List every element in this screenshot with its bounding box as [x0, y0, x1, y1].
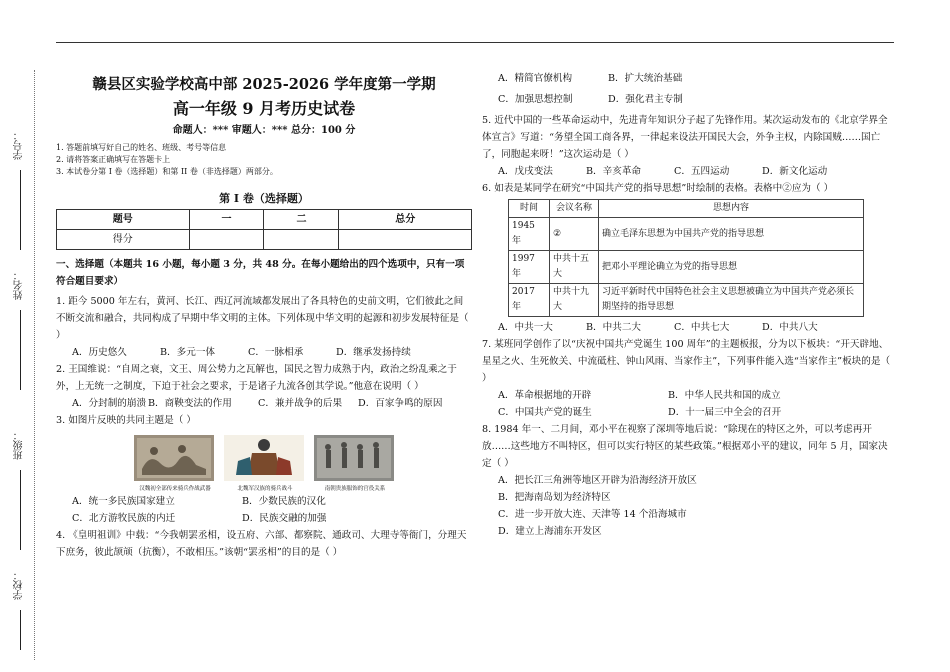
name-label: 姓名： [14, 270, 25, 300]
option-b[interactable]: B．辛亥革命 [586, 166, 642, 177]
option-b[interactable]: B．少数民族的汉化 [242, 496, 326, 507]
question-3-stem: 3. 如图片反映的共同主题是（ ） [56, 415, 196, 426]
score-row-label: 得分 [57, 230, 190, 250]
option-a[interactable]: A．统一多民族国家建立 [72, 496, 175, 507]
table-row [509, 284, 864, 317]
note-1: 1. 答题前填写好自己的姓名、班级、考号等信息 [56, 143, 227, 152]
question-2-stem: 2. 王国维说：“自周之衰，文王、周公势力之瓦解也，国民之智力成熟于内，政治之纷乱乘之于外，上无统一之制度，下迫于社会之要求，于是诸子九流各创其学说。”他意在说明（ ） [56, 364, 457, 392]
question-2 [56, 361, 472, 412]
table-cell: 1997 年 [509, 251, 550, 284]
question-7-options-row1 [482, 387, 894, 404]
image-caption-1: 汉魏初全部传来骑兵作战武器 [139, 486, 211, 492]
question-5-options [482, 163, 894, 180]
option-c[interactable]: C．北方游牧民族的内迁 [72, 513, 176, 524]
image-caption-2: 北魏军汉族的骑兵战斗 [237, 486, 293, 492]
option-b[interactable]: B．中华人民共和国的成立 [668, 390, 781, 401]
class-line [20, 470, 21, 550]
question-3-options-row1 [56, 493, 472, 510]
note-2: 2. 请将答案正确填写在答题卡上 [56, 155, 171, 164]
question-3 [56, 412, 472, 527]
question-2-options [56, 395, 472, 412]
question-7 [482, 336, 894, 421]
table-header-content: 思想内容 [599, 200, 864, 218]
note-3: 3. 本试卷分第 I 卷（选择题）和第 II 卷（非选择题）两部分。 [56, 167, 278, 176]
table-cell: 中共十五大 [550, 251, 599, 284]
option-b[interactable]: B．把海南岛划为经济特区 [498, 492, 611, 503]
question-5 [482, 112, 894, 180]
option-b[interactable]: B．中共二大 [586, 322, 642, 333]
question-6 [482, 180, 894, 336]
option-d[interactable]: D．中共八大 [762, 322, 818, 333]
image-stone-relief-horsemen [134, 435, 214, 492]
question-4 [56, 527, 472, 561]
option-a[interactable]: A．把长江三角洲等地区开辟为沿海经济开放区 [498, 475, 697, 486]
question-8 [482, 421, 894, 540]
student-id-label: 学号： [14, 130, 25, 160]
score-table [56, 209, 472, 250]
option-d[interactable]: D．民族交融的加强 [242, 513, 327, 524]
section-title: 第 I 卷（选择题） [219, 192, 309, 205]
question-7-options-row2 [482, 404, 894, 421]
option-b[interactable]: B．商鞅变法的作用 [148, 398, 232, 409]
student-id-line [20, 170, 21, 250]
table-cell: 把邓小平理论确立为党的指导思想 [599, 251, 864, 284]
option-c[interactable]: C．五四运动 [674, 166, 730, 177]
option-d[interactable]: D．十一届三中全会的召开 [668, 407, 782, 418]
option-d[interactable]: D．新文化运动 [762, 166, 828, 177]
table-row [509, 218, 864, 251]
part1-intro: 一、选择题（本题共 16 小题，每小题 3 分，共 48 分。在每小题给出的四个选项中，只有一项符合题目要求） [56, 259, 465, 287]
question-5-stem: 5. 近代中国的一些革命运动中，先进青年知识分子起了先锋作用。某次运动发布的《北京学界全体宣言》写道：“务望全国工商各界，一律起来设法开国民大会，外争主权，内除国贼……国亡了，同胞起来呀！”这次运动是（ ） [482, 115, 888, 160]
table-cell: 习近平新时代中国特色社会主义思想被确立为中国共产党必须长期坚持的指导思想 [599, 284, 864, 317]
option-d[interactable]: D．继承发扬持续 [336, 347, 411, 358]
table-cell: 确立毛泽东思想为中国共产党的指导思想 [599, 218, 864, 251]
option-c[interactable]: C．中共七大 [674, 322, 730, 333]
question-6-table [508, 199, 864, 317]
top-rule [56, 42, 894, 43]
question-4-options-row2 [482, 91, 894, 108]
binding-dotted-line [34, 70, 35, 660]
exam-subtitle: 高一年级 9 月考历史试卷 [172, 99, 356, 118]
option-a[interactable]: A．戊戌变法 [498, 166, 553, 177]
question-6-options [482, 319, 894, 336]
table-cell: ② [550, 218, 599, 251]
right-column [482, 70, 894, 540]
image-painted-figures [224, 435, 304, 492]
table-header-time: 时间 [509, 200, 550, 218]
question-6-stem: 6. 如表是某同学在研究“中国共产党的指导思想”时绘制的表格。表格中②应为（ ） [482, 183, 834, 194]
name-line [20, 310, 21, 390]
binding-strip [8, 70, 48, 670]
option-a[interactable]: A．中共一大 [498, 322, 553, 333]
score-cell[interactable] [189, 230, 264, 250]
score-header-number: 题号 [57, 210, 190, 230]
table-header-meeting: 会议名称 [550, 200, 599, 218]
option-d[interactable]: D．强化君主专制 [608, 94, 683, 105]
table-cell: 1945 年 [509, 218, 550, 251]
option-a[interactable]: A．分封制的崩溃 [72, 398, 147, 409]
exam-title: 赣县区实验学校高中部 2025-2026 学年度第一学期 [92, 76, 436, 93]
exam-meta: 命题人：*** 审题人：*** 总分：100 分 [172, 125, 356, 136]
option-b[interactable]: B．扩大统治基础 [608, 73, 683, 84]
option-a[interactable]: A．历史悠久 [72, 347, 127, 358]
question-3-options-row2 [56, 510, 472, 527]
question-7-stem: 7. 某班同学创作了以“庆祝中国共产党诞生 100 周年”的主题板报，分为以下板块：“开天辟地、星星之火、生死攸关、中流砥柱、钟山风雨、当家作主”，下列事件能入选“当家作主”板块的是（ ） [482, 339, 891, 384]
option-c[interactable]: C．一脉相承 [248, 347, 304, 358]
score-cell[interactable] [339, 230, 472, 250]
question-3-images [56, 435, 472, 492]
question-1-options [56, 344, 472, 361]
score-header-part2: 二 [264, 210, 339, 230]
question-4-stem: 4. 《皇明祖训》中载：“今我朝罢丞相，设五府、六部、都察院、通政司、大理寺等衙门，分理天下庶务，彼此颉颃（抗衡），不敢相压。”该朝“罢丞相”的目的是（ ） [56, 530, 467, 558]
option-a[interactable]: A．革命根据地的开辟 [498, 390, 592, 401]
question-4-options-row1 [482, 70, 894, 87]
image-tomb-relief-dancers [314, 435, 394, 492]
question-1-stem: 1. 距今 5000 年左右，黄河、长江、西辽河流域都发展出了各具特色的史前文明，它们彼此之间不断交流和融合，共同构成了早期中华文明的主体。下列体现中华文明的起源和初步发展特征是（ ） [56, 296, 469, 341]
option-b[interactable]: B．多元一体 [160, 347, 216, 358]
score-cell[interactable] [264, 230, 339, 250]
table-row [509, 251, 864, 284]
option-c[interactable]: C．兼并战争的后果 [258, 398, 343, 409]
question-1 [56, 293, 472, 361]
score-header-total: 总分 [339, 210, 472, 230]
table-cell: 中共十九大 [550, 284, 599, 317]
question-8-stem: 8. 1984 年一、二月间，邓小平在视察了深圳等地后说：“除现在的特区之外，可以考虑再开放……这些地方不叫特区，但可以实行特区的某些政策。”根据邓小平的建议，同年 5 月，国家决定（ ） [482, 424, 888, 469]
exam-notes [56, 142, 472, 178]
option-c[interactable]: C．进一步开放大连、天津等 14 个沿海城市 [498, 509, 687, 520]
school-label: 学校： [14, 570, 25, 600]
score-header-part1: 一 [189, 210, 264, 230]
left-column [56, 70, 472, 561]
image-caption-3: 南朝贵族服饰的官役关系 [324, 486, 386, 492]
class-label: 班级： [14, 430, 25, 460]
option-d[interactable]: D．建立上海浦东开发区 [498, 526, 602, 537]
option-a[interactable]: A．精简官僚机构 [498, 73, 573, 84]
option-c[interactable]: C．中国共产党的诞生 [498, 407, 592, 418]
table-cell: 2017 年 [509, 284, 550, 317]
option-d[interactable]: D．百家争鸣的原因 [358, 398, 443, 409]
school-line [20, 610, 21, 650]
option-c[interactable]: C．加强思想控制 [498, 94, 573, 105]
